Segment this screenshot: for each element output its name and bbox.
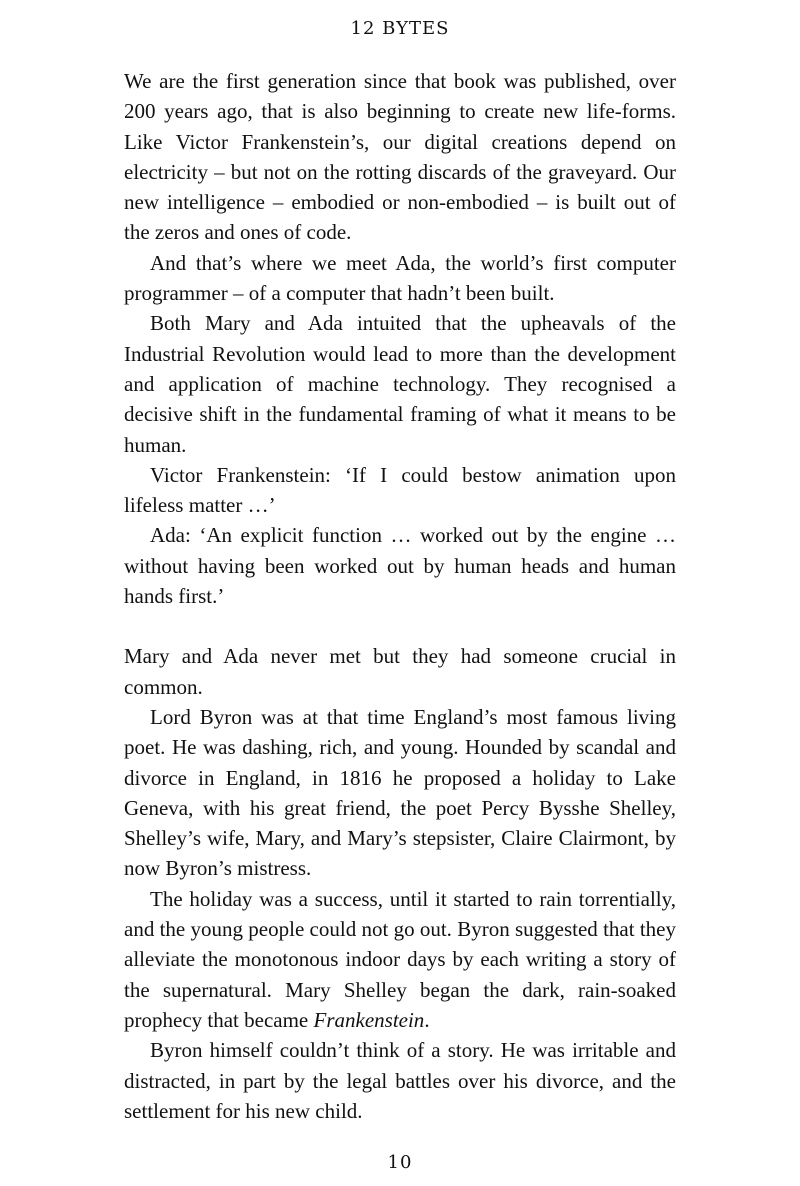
holiday-text-end: . xyxy=(424,1007,430,1032)
page-number: 10 xyxy=(387,1152,413,1173)
section-break xyxy=(124,611,676,641)
paragraph-holiday xyxy=(124,884,676,1035)
paragraph-byron-story: Byron himself couldn’t think of a story. He was irritable and distracted, in part by the legal battles over his divorce, and the settlement for his new child. xyxy=(124,1038,676,1123)
running-header: 12 BYTES xyxy=(350,18,450,39)
paragraph-industrial-revolution: Both Mary and Ada intuited that the upheavals of the Industrial Revolution would lead to more than the development and application of machine technology. They recognised a decisive shift in the fundamental framing of what it means to be human. xyxy=(124,311,676,457)
quote-ada: Ada: ‘An explicit function … worked out by the engine … without having been worked out by human heads and human hands first.’ xyxy=(124,523,676,609)
page-body xyxy=(124,66,676,1126)
paragraph-mary-and-ada: Mary and Ada never met but they had someone crucial in common. xyxy=(124,644,676,699)
paragraph-lord-byron: Lord Byron was at that time England’s most famous living poet. He was dashing, rich, and young. Hounded by scandal and divorce in England, in 1816 he proposed a holiday to Lake Geneva, with his great friend, the poet Percy Bysshe Shelley, Shelley’s wife, Mary, and Mary’s stepsister, Claire Clairmont, by now Byron’s mistress. xyxy=(124,704,676,881)
paragraph-new-life-forms: We are the first generation since that book was published, over 200 years ago, that is also beginning to create new life-forms. Like Victor Frankenstein’s, our digital creations depend on electricity – but not on the rotting discards of the graveyard. Our new intelligence – embodied or non-embodied – is built out of the zeros and ones of code. xyxy=(124,69,676,245)
quote-victor-frankenstein: Victor Frankenstein: ‘If I could bestow animation upon lifeless matter …’ xyxy=(124,462,676,518)
paragraph-meet-ada: And that’s where we meet Ada, the world’s first computer programmer – of a computer that hadn’t been built. xyxy=(124,250,676,306)
holiday-text: The holiday was a success, until it started to rain torrentially, and the young people could not go out. Byron suggested that they alleviate the monotonous indoor days by each writing a story of the supernatural. Mary Shelley began the dark, rain-soaked prophecy that became xyxy=(124,886,676,1032)
book-title-frankenstein: Frankenstein xyxy=(313,1007,425,1032)
